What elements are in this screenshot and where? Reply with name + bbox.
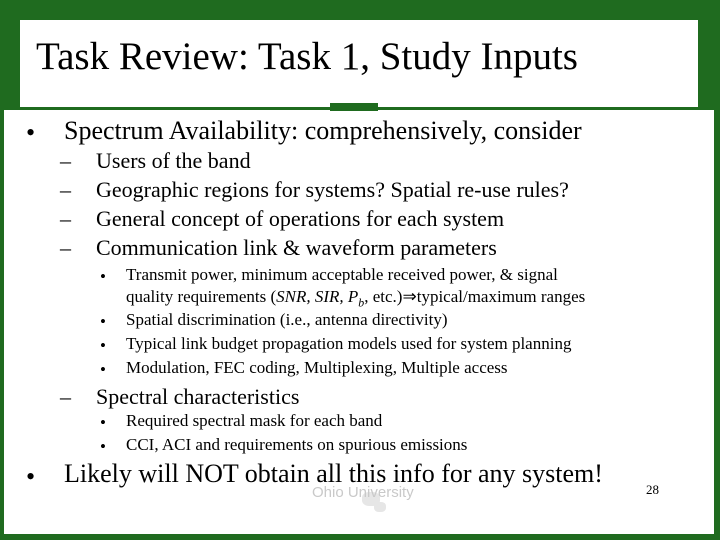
bullet-marker: • [100,312,106,331]
bullet-marker: • [100,267,106,286]
bullet-marker: • [100,336,106,355]
item-spectral: Spectral characteristics [96,384,300,409]
item-link-params: Communication link & waveform parameters [96,235,497,260]
dash-marker: – [60,384,71,409]
footer-text: Ohio University [312,484,414,501]
item-transmit-power: Transmit power, minimum acceptable received power, & signal [126,265,558,284]
item-modulation: Modulation, FEC coding, Multiplexing, Multiple access [126,358,508,377]
dash-marker: – [60,206,71,231]
bullet-marker: • [100,360,106,379]
bullet-spectrum-availability: Spectrum Availability: comprehensively, consider [64,116,582,145]
item-quality-requirements: quality requirements (SNR, SIR, $P_b$, etc.)⇒typical/maximum ranges [126,287,586,310]
item-spectral-mask: Required spectral mask for each band [126,411,383,430]
bullet-marker: • [100,413,106,432]
divider [330,103,378,111]
dash-marker: – [60,148,71,173]
item-spatial: Spatial discrimination (i.e., antenna directivity) [126,310,448,329]
bullet-marker: • [26,118,36,147]
page-number: 28 [646,482,659,497]
watermark-shape [374,502,386,512]
item-users: Users of the band [96,148,251,173]
slide-title: Task Review: Task 1, Study Inputs [36,35,578,78]
dash-marker: – [60,235,71,260]
item-cci-aci: CCI, ACI and requirements on spurious emissions [126,435,468,454]
bullet-marker: • [26,462,36,491]
item-geographic: Geographic regions for systems? Spatial re-use rules? [96,177,569,202]
item-concept: General concept of operations for each system [96,206,505,231]
dash-marker: – [60,177,71,202]
item-link-budget: Typical link budget propagation models used for system planning [126,334,572,353]
bullet-marker: • [100,437,106,456]
bullet-likely-not: Likely will NOT obtain all this info for any system! [64,459,603,488]
